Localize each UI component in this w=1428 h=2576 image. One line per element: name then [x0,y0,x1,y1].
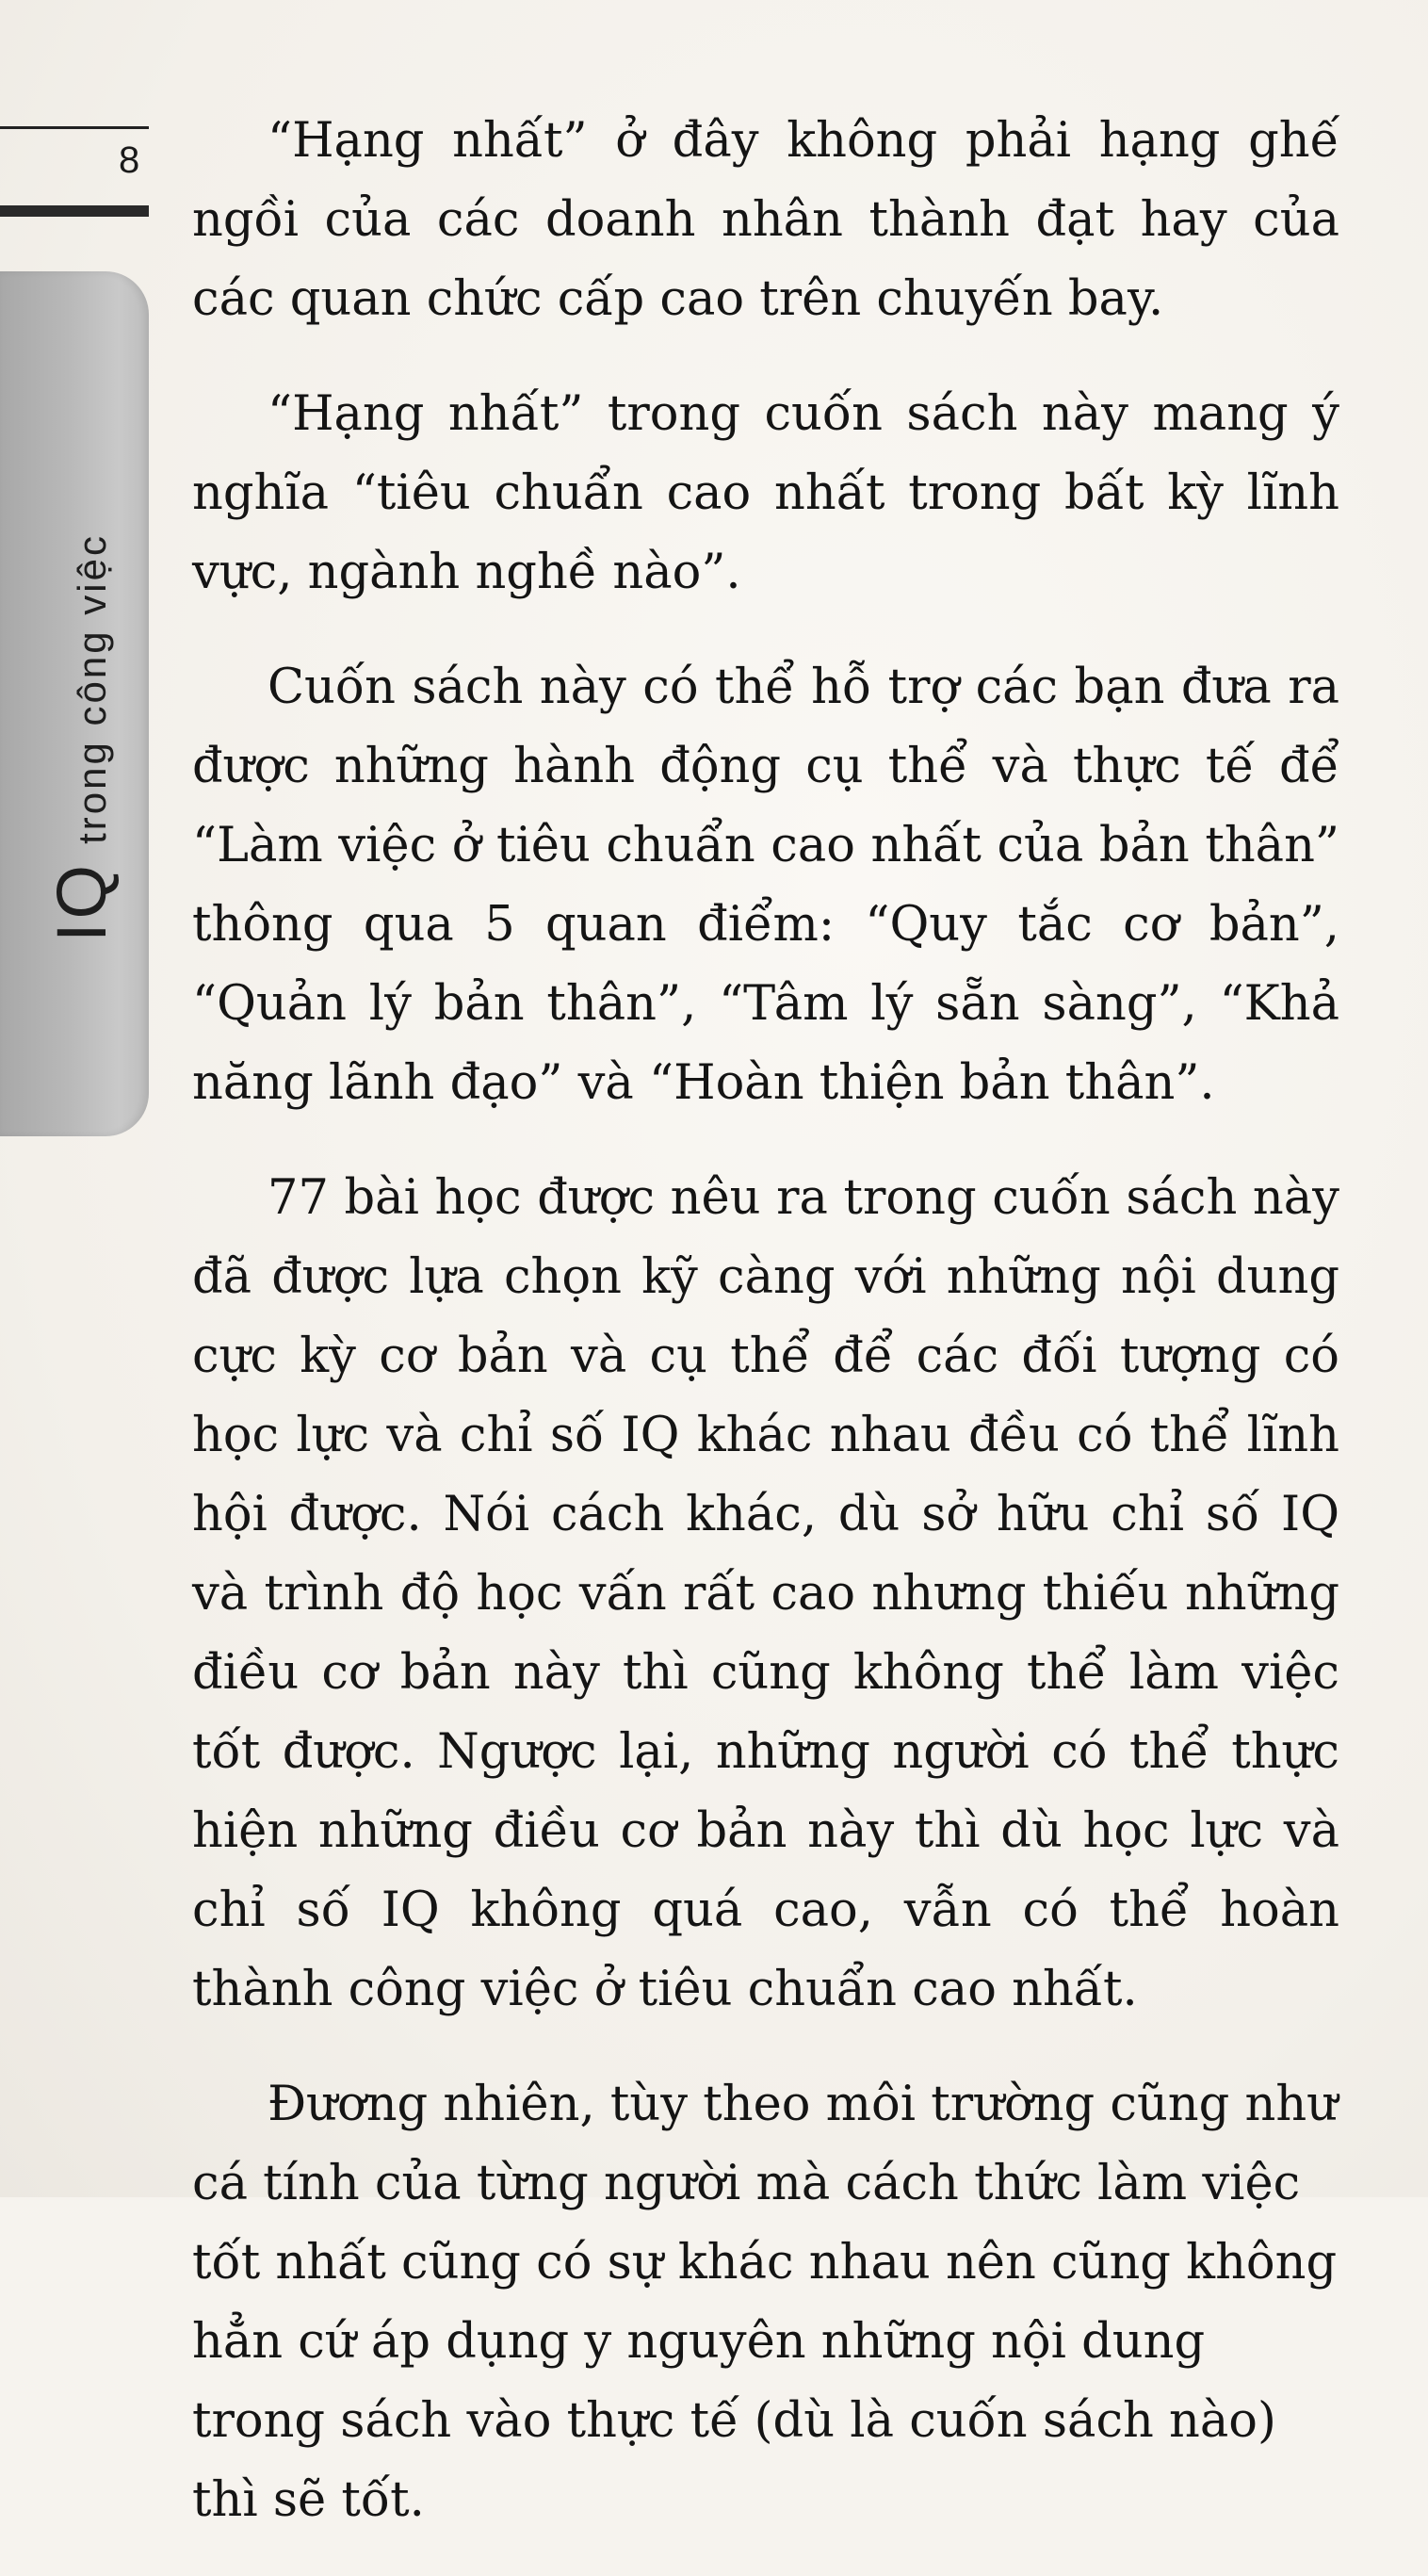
paragraph-3: Cuốn sách này có thể hỗ trợ các bạn đưa ra được những hành động cụ thể và thực tế để “Làm việc ở tiêu chuẩn cao nhất của bản thân” thông qua 5 quan điểm: “Quy tắc cơ bản”, “Quản lý bản thân”, “Tâm lý sẵn sàng”, “Khả năng lãnh đạo” và “Hoàn thiện bản thân”. [192,660,1339,1111]
page-number: 8 [119,139,140,181]
side-tab-title-rest: trong công việc [70,533,114,844]
header-thick-rule [0,205,149,217]
side-tab-label [41,533,122,942]
paragraph-5: Đương nhiên, tùy theo môi trường cũng như cá tính của từng người mà cách thức làm việc tốt nhất cũng có sự khác nhau nên cũng không hẳn cứ áp dụng y nguyên những nội dung trong sách vào thực tế (dù là cuốn sách nào) thì sẽ tốt. [192,2077,1339,2528]
body-text [192,102,1339,2576]
header-rule [0,126,149,129]
paragraph-4: 77 bài học được nêu ra trong cuốn sách này đã được lựa chọn kỹ càng với những nội dung cực kỳ cơ bản và cụ thể để các đối tượng có học lực và chỉ số IQ khác nhau đều có thể lĩnh hội được. Nói cách khác, dù sở hữu chỉ số IQ và trình độ học vấn rất cao nhưng thiếu những điều cơ bản này thì cũng không thể làm việc tốt được. Ngược lại, những người có thể thực hiện những điều cơ bản này thì dù học lực và chỉ số IQ không quá cao, vẫn có thể hoàn thành công việc ở tiêu chuẩn cao nhất. [192,1170,1339,2017]
paragraph-1: “Hạng nhất” ở đây không phải hạng ghế ngồi của các doanh nhân thành đạt hay của các quan chức cấp cao trên chuyến bay. [192,113,1339,327]
paragraph-2: “Hạng nhất” trong cuốn sách này mang ý nghĩa “tiêu chuẩn cao nhất trong bất kỳ lĩnh vực, ngành nghề nào”. [192,386,1339,600]
side-tab-title-iq: IQ [42,860,121,942]
